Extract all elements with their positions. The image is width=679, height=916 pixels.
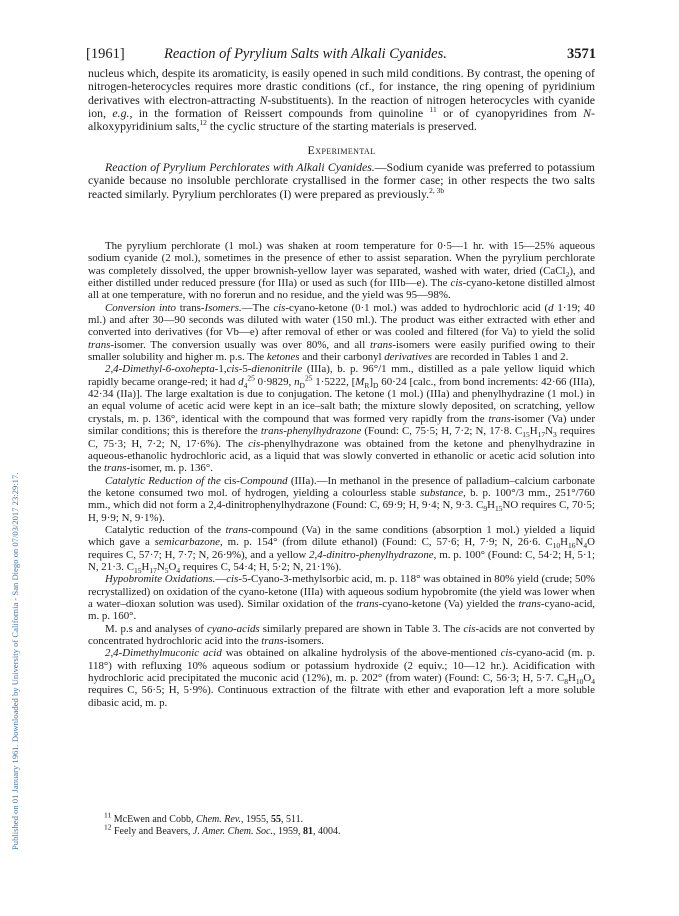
text-run: was obtained on alkaline hydrolysis of the above-mentioned <box>221 647 501 660</box>
text-run: 1·5222, [ <box>312 375 356 388</box>
text-i: derivatives <box>384 351 432 364</box>
text-run: -5- <box>238 363 252 376</box>
paragraph-catalytic-cis <box>88 475 595 524</box>
text-i: cis <box>226 363 239 376</box>
text-i: trans <box>88 338 111 351</box>
text-run: nucleus which, despite its aromaticity, is easily opened in such mild conditions. By contrast, the opening of nitrogen-heterocycles requires more drastic conditions (cf., for instance, the ring opening of pyridinium derivatives with electron-attracting <box>88 66 595 107</box>
text-run: ] <box>369 375 374 388</box>
text-run: -cyano-ketone (Va) yielded the <box>378 597 519 610</box>
text-run: N <box>545 425 554 438</box>
text-i: cyano-acids <box>207 622 260 635</box>
text-i: Conversion into <box>105 301 180 314</box>
text-i: N <box>259 92 268 107</box>
text-run: -cyano-acid, m. p. 160°. <box>88 597 596 623</box>
text-sub: 17 <box>149 566 157 576</box>
text-run: requires C, 56·5; H, 5·9%). Continuous extraction of the filtrate with ether and evaporation left a more soluble dibasic acid, m. p. <box>88 684 595 709</box>
text-sup: 11 <box>429 105 437 115</box>
text-i: e.g. <box>112 106 130 121</box>
text-i: ketones <box>266 351 300 364</box>
text-i: Hypobromite Oxidations. <box>105 573 216 586</box>
text-sub: 15 <box>522 430 530 440</box>
text-b: 81 <box>302 825 313 837</box>
footnote-12 <box>104 822 594 838</box>
text-run: requires C, 75·3; H, 7·2; N, 17·6%). The <box>88 425 595 450</box>
text-sub: 4 <box>176 566 181 576</box>
text-i: 2,4-Dimethyl-6-oxohepta- <box>105 363 219 376</box>
text-sub: 4 <box>591 677 595 687</box>
text-run: Feely and Beavers, <box>111 825 193 837</box>
text-run: —Sodium cyanide was preferred to potassium cyanide because no insoluble perchlorate crystallised in the former case; in other respects the two salts reacted similarly. Pyrylium perchlorates (I) were prepared as previously. <box>88 160 595 201</box>
text-i: Reaction of Pyrylium Perchlorates with Alkali Cyanides. <box>105 160 375 175</box>
paragraph-hypobromite <box>88 573 595 622</box>
text-b: 55 <box>271 814 282 825</box>
experimental-heading: Experimental <box>307 142 376 157</box>
text-sub: 5 <box>164 566 169 576</box>
text-run: -phenylhydrazone was obtained from the ketone and phenylhydrazine in aqueous-ethanolic hydrochloric acid, as a liquid that was slowly converted in ethanolic or acetic acid solution into the <box>88 437 595 475</box>
text-run: 0·9829, <box>254 375 295 388</box>
text-sub: D <box>299 380 305 390</box>
text-run: , in the formation of Reissert compounds from quinoline <box>129 106 430 121</box>
text-run: -5-Cyano-3-methylsorbic acid, m. p. 118° was obtained in 80% yield (crude; 50% recrystallized) on oxidation of the cyano-ketone (IIIa) with aqueous sodium hypobromite (the yield was lower when a water–dioxan solution was used). Similar oxidation of the <box>88 573 595 610</box>
text-run: , 1955, <box>241 814 272 825</box>
text-run: are recorded in Tables 1 and 2. <box>432 351 569 364</box>
text-i: d <box>548 301 554 314</box>
text-i: -Isomers. <box>200 301 242 314</box>
text-run: -cyano-acid (m. p. 118°) with refluxing 10% aqueous sodium or potassium hydroxide (2 equiv.; 10—12 hr.). Acidification with hydrochloric acid precipitated the muconic acid (12%), m. p. 202° (from water) (Found: C, 56·3; H, 5·7. C <box>88 647 595 685</box>
experimental-body <box>88 240 595 709</box>
text-sub: 15 <box>495 504 503 514</box>
text-i: cis <box>226 573 239 586</box>
text-i: trans <box>488 412 511 425</box>
text-run: — <box>215 573 227 586</box>
text-run: NO requires C, 70·5; H, 9·9; N, 9·1%). <box>88 499 595 524</box>
text-run: H <box>487 499 496 512</box>
text-sub: R <box>364 380 370 390</box>
text-i: 2,4-Dimethylmuconic acid <box>105 647 222 660</box>
text-run: , m. p. 154° (from dilute ethanol) (Found: C, 57·6; H, 7·9; N, 26·6. C <box>220 536 553 549</box>
text-run: or of cyanopyridines from <box>436 106 584 121</box>
text-sub: 10 <box>575 677 584 687</box>
page-number: 3571 <box>567 46 596 62</box>
article-body <box>88 67 595 201</box>
text-run: , 1959, <box>272 825 303 837</box>
running-header <box>86 46 596 64</box>
text-run: 1, <box>218 363 227 376</box>
header-year: [1961] <box>86 46 125 62</box>
text-sup: 2, 3b <box>429 185 445 195</box>
text-run: -substituents). In the reaction of nitrogen heterocycles with cyanide ion, <box>88 92 595 121</box>
text-sub: 4 <box>243 380 248 390</box>
text-i: J. Amer. Chem. Soc. <box>192 825 273 837</box>
text-run: -isomers were easily purified owing to their smaller solubility and higher m. p.s. The <box>88 338 595 364</box>
text-sub: 9 <box>483 504 488 514</box>
text-i: n <box>294 375 300 388</box>
text-i: N <box>583 106 592 121</box>
text-sub: 16 <box>568 541 576 551</box>
text-run: —The <box>241 301 274 314</box>
text-run: O <box>583 672 592 685</box>
header-title: Reaction of Pyrylium Salts with Alkali Cyanides. <box>164 46 447 62</box>
text-i: trans <box>260 425 284 438</box>
paragraph-conversion <box>88 302 595 364</box>
text-i: trans <box>225 523 248 536</box>
text-run: 1·19; 40 ml.) and after 30—90 seconds was diluted with water (150 ml.). The product was either extracted with ether and converted into derivatives (for Vb—e) after removal of ether or was cooled and filtered (for Va) to yield the solid <box>88 301 595 339</box>
text-i: phenylhydrazone <box>286 425 362 438</box>
text-run: cis <box>224 474 237 487</box>
text-run: , b. p. 100°/3 mm., 251°/760 mm., which did not form a 2,4-dinitrophenylhydrazone (Found: C, 69·9; H, 9·4; N, 9·3. C <box>88 486 595 512</box>
text-i: cis <box>463 622 476 635</box>
text-run: The pyrylium perchlorate (1 mol.) was shaken at room temperature for 0·5—1 hr. with 15—25% aqueous sodium cyanide (2 mol.), sometimes in the presence of ether to assist separation. When the pyrylium perchlorate was completely dissolved, the upper brownish-yellow layer was separated, washed with water, dried (CaCl <box>88 240 595 277</box>
text-run: McEwen and Cobb, <box>111 814 196 825</box>
text-i: -Compound <box>236 474 288 487</box>
text-run: -isomer. The conversion usually was over 80%, and all <box>110 338 370 351</box>
text-i: cis <box>450 277 463 290</box>
text-sup: 25 <box>247 373 255 383</box>
text-run: ), and either distilled under reduced pressure (for IIIa) or used as such (for IIIb—e). The <box>88 264 596 290</box>
text-run: -isomers. <box>283 635 324 647</box>
paragraph-catalytic-trans <box>88 523 596 576</box>
text-run: 60·24 [calc., from bond increments: 42·66 (IIIa), 42·34 (IIa)]. The large exaltation is due to conjugation. The ketone (1 mol.) (IIIa) and phenylhydrazine (1 mol.) in an equal volume of acetic acid were kept in an ice–salt bath; the mixture slowly deposited, on scratching, yellow crystals, m. p. 136°, identical with the compound that was formed very rapidly from the <box>88 375 595 425</box>
text-run: N <box>575 536 584 549</box>
text-i: trans <box>518 597 541 610</box>
text-run: (IIIa).—In methanol in the presence of palladium–calcium carbonate the ketone consumed two mol. of hydrogen, yielding a colourless stable <box>88 474 595 499</box>
footnote-11 <box>104 810 594 826</box>
text-run: the cyclic structure of the starting materials is preserved. <box>206 119 477 134</box>
text-i: dienonitrile <box>251 363 303 376</box>
text-run: -isomer (Va) under similar conditions; this is therefore the <box>88 412 595 438</box>
text-run: O <box>168 560 177 573</box>
text-sub: 17 <box>537 430 546 440</box>
paragraph-muconic-acid <box>88 647 595 709</box>
text-run: H <box>560 536 568 549</box>
text-i: trans <box>261 635 284 647</box>
text-i: trans <box>369 338 393 351</box>
text-i: Chem. Rev. <box>195 814 242 825</box>
text-run: N <box>156 560 165 573</box>
text-run: and their carbonyl <box>299 351 385 364</box>
footnotes <box>104 810 594 837</box>
text-run: Catalytic reduction of the <box>105 523 226 536</box>
text-run: -compound (Va) in the same conditions (absorption 1 mol.) yielded a liquid which gave a <box>88 523 595 549</box>
text-i: 2,4-dinitro-phenylhydrazone <box>309 548 434 561</box>
text-sup: 12 <box>199 118 207 128</box>
text-i: substance <box>420 486 464 499</box>
text-run: (IIIa), b. p. 96°/1 mm., distilled as a pale yellow liquid which rapidly became orange-red; it had <box>88 363 595 388</box>
text-i: Catalytic Reduction of the <box>105 474 225 487</box>
text-sub: 8 <box>564 677 568 687</box>
text-sup: 12 <box>104 822 112 832</box>
text-sup: 11 <box>104 810 112 820</box>
text-i: d <box>238 375 244 388</box>
text-run: -isomer, m. p. 136°. <box>126 462 213 475</box>
text-sub: 15 <box>133 566 142 576</box>
download-watermark: Published on 01 January 1961. Downloaded by University of California - San Diego on 07/03/2017 23:29:17. <box>10 472 20 850</box>
paragraph-dienonitrile <box>88 363 595 474</box>
text-sub: 10 <box>552 541 561 551</box>
text-i: cis <box>500 647 513 660</box>
text-run: trans <box>179 301 201 314</box>
text-run: similarly prepared are shown in Table 3. The <box>259 622 464 635</box>
paragraph-reaction <box>88 161 595 201</box>
paragraph-procedure <box>88 240 595 302</box>
text-run: -acids are not converted by concentrated hydrochloric acid into the <box>88 622 595 647</box>
intro-paragraph <box>88 67 595 134</box>
text-run: , 511. <box>281 814 304 825</box>
text-sup: 25 <box>304 373 313 383</box>
text-i: trans <box>104 462 127 475</box>
text-sub: 3 <box>553 430 557 440</box>
text-run: - <box>283 425 287 438</box>
text-run: O requires C, 57·7; H, 7·7; N, 26·9%), and a yellow <box>88 536 595 561</box>
text-i: M <box>355 375 365 388</box>
text-sub: 4 <box>583 541 588 551</box>
text-i: semicarbazone <box>154 536 221 549</box>
text-run: requires C, 54·4; H, 5·2; N, 21·1%). <box>180 560 342 573</box>
text-run: -cyano-ketone (0·1 mol.) was added to hydrochloric acid ( <box>285 301 549 314</box>
text-run: , 4004. <box>312 825 341 837</box>
text-sub: D <box>373 380 379 390</box>
text-run: H <box>141 560 150 573</box>
text-run: M. p.s and analyses of <box>105 622 208 635</box>
text-run: (Found: C, 75·5; H, 7·2; N, 17·8. C <box>361 425 523 438</box>
text-sub: 2 <box>565 269 570 279</box>
text-run: -cyano-ketone distilled almost all at one temperature, with no forerun and no residue, and the yield was 95—98%. <box>88 277 595 302</box>
text-i: cis <box>248 437 261 450</box>
text-run: H <box>568 672 576 685</box>
text-run: H <box>529 425 538 438</box>
text-run: -alkoxypyridinium salts, <box>88 106 595 134</box>
text-run: , m. p. 100° (Found: C, 54·2; H, 5·1; N, 21·3. C <box>88 548 596 573</box>
text-i: cis <box>273 301 286 314</box>
paragraph-cyano-acids <box>88 623 595 648</box>
text-i: trans <box>356 597 379 610</box>
